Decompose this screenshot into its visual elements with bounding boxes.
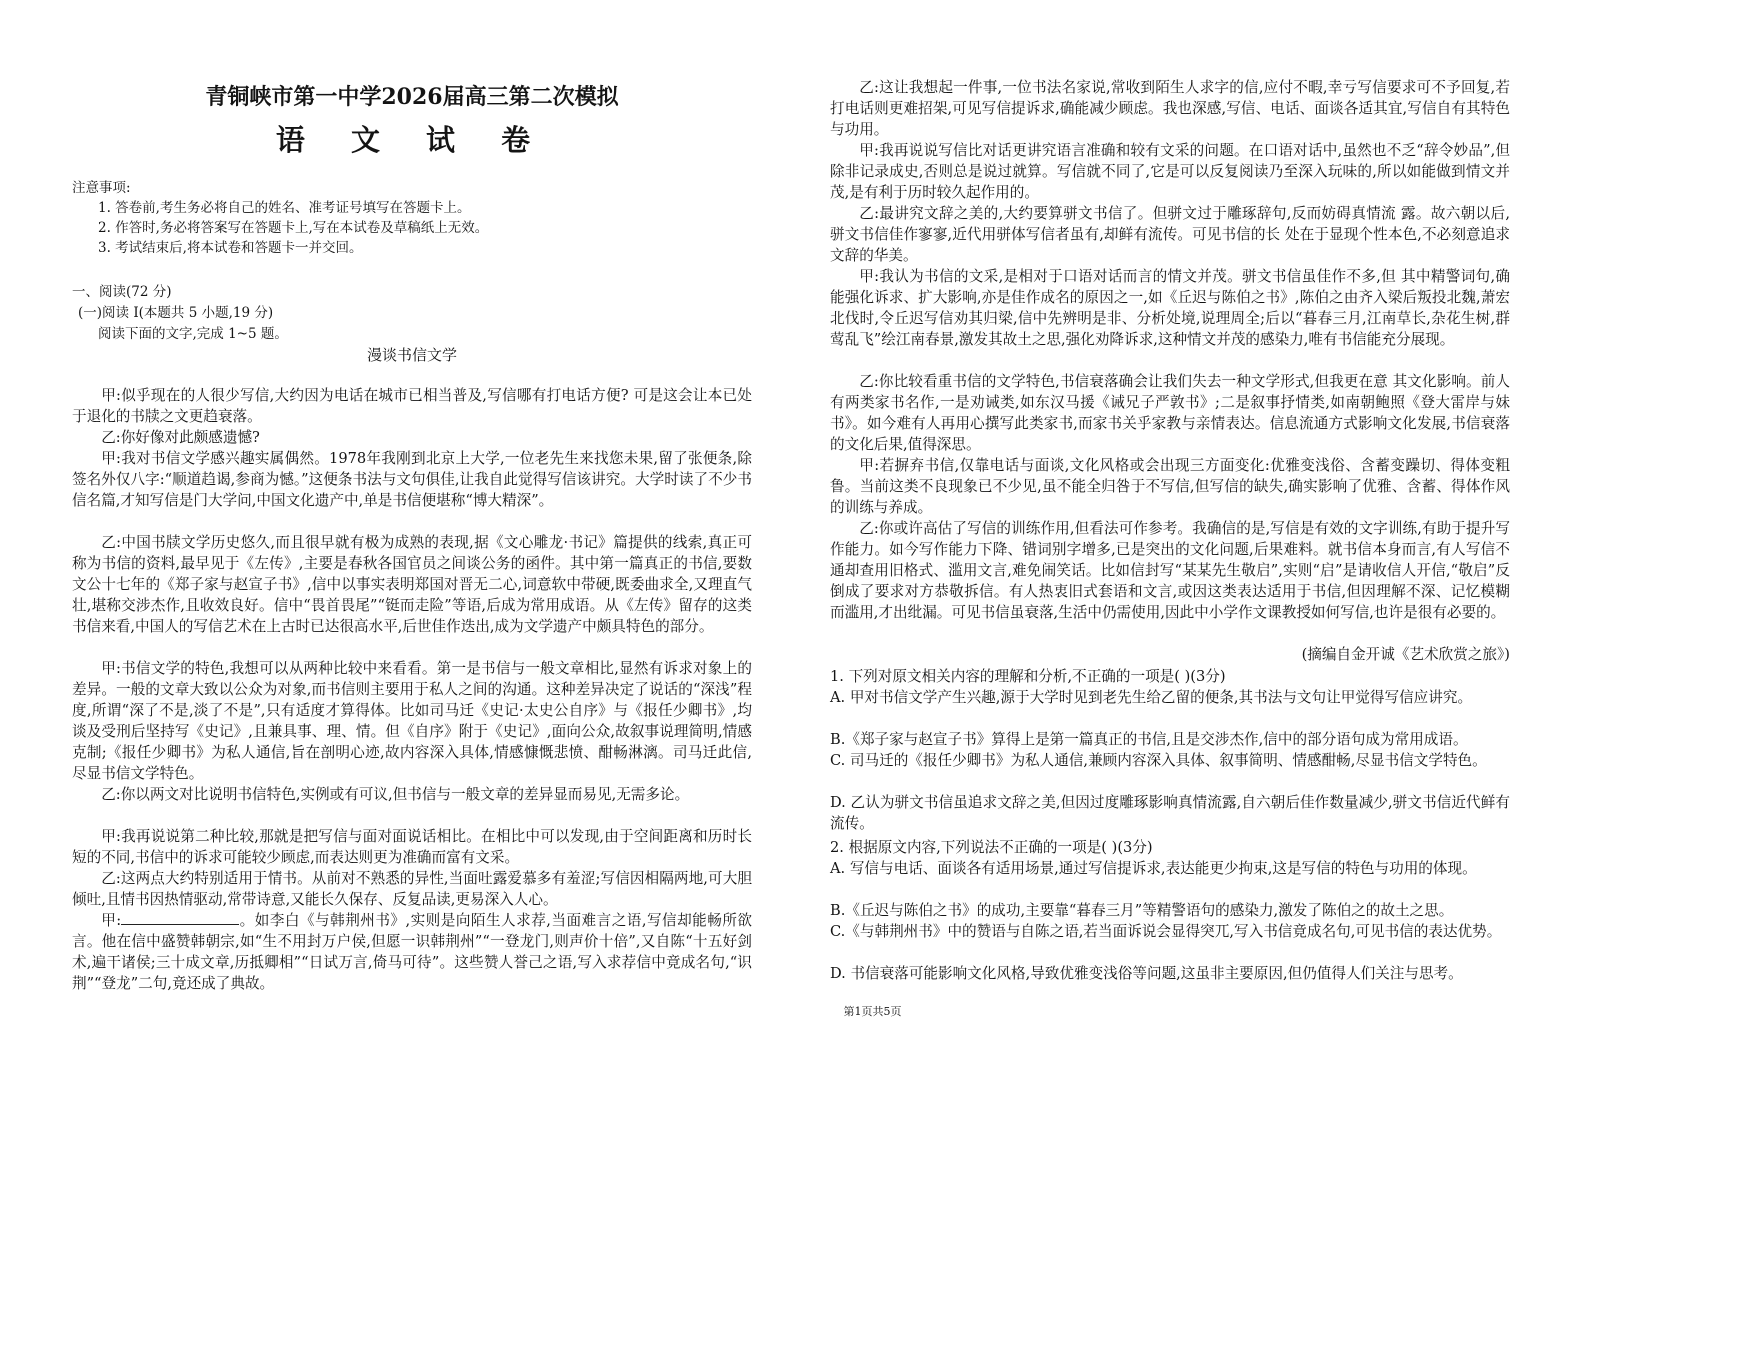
article-paragraph: 甲:我认为书信的文采,是相对于口语对话而言的情文并茂。骈文书信虽佳作不多,但 其中精警词句,确能强化诉求、扩大影响,亦是佳作成名的原因之一,如《丘迟与陈伯之书》,陈伯之由齐入梁后叛投北魏,萧宏北伐时,令丘迟写信劝其归梁,信中先辨明是非、分析处境,说理周全;后以“暮春三月,江南草长,杂花生树,群莺乱飞”绘江南春景,激发其故土之思,强化劝降诉求,这种情文并茂的感染力,唯有书信能充分展现。	[830, 268, 1510, 348]
article-paragraph: 乙:你好像对此颇感遗憾?	[101, 429, 260, 446]
question-option: A. 写信与电话、面谈各有适用场景,通过写信提诉求,表达能更少拘束,这是写信的特色与功用的体现。	[830, 860, 1477, 877]
article-paragraph: 甲:我对书信文学感兴趣实属偶然。1978年我刚到北京上大学,一位老先生来找您未果,留了张便条,除签名外仅八字:“顺道趋谒,参商为憾。”这便条书法与文句俱佳,让我自此觉得写信该讲究。大学时读了不少书信名篇,才知写信是门大学问,中国文化遗产中,单是书信便堪称“博大精深”。	[72, 450, 752, 509]
article-title: 漫谈书信文学	[366, 346, 457, 364]
speaker-label: 甲:	[101, 912, 122, 929]
note-item: 2. 作答时,务必将答案写在答题卡上,写在本试卷及草稿纸上无效。	[98, 220, 489, 236]
question-option: C. 司马迁的《报任少卿书》为私人通信,兼顾内容深入具体、叙事简明、情感酣畅,尽显书信文学特色。	[830, 752, 1487, 769]
exam-title: 青铜峡市第一中学2026届高三第二次模拟	[205, 84, 619, 110]
article-paragraph: 甲:若摒弃书信,仅靠电话与面谈,文化风格或会出现三方面变化:优雅变浅俗、含蓄变躁切、得体变粗鲁。当前这类不良现象已不少见,虽不能全归咎于不写信,但写信的缺失,确实影响了优雅、含蓄、得体作风的训练与养成。	[830, 457, 1510, 516]
section-block	[72, 282, 288, 345]
note-item: 3. 考试结束后,将本试卷和答题卡一并交回。	[98, 240, 363, 256]
question-stem: 1. 下列对原文相关内容的理解和分析,不正确的一项是( )(3分)	[830, 668, 1226, 685]
notes-heading: 注意事项:	[72, 180, 131, 196]
question-option: D. 书信衰落可能影响文化风格,导致优雅变浅俗等问题,这虽非主要原因,但仍值得人们关注与思考。	[830, 965, 1463, 982]
exam-subtitle: 语 文 试 卷	[275, 123, 549, 157]
article-paragraph: 乙:这让我想起一件事,一位书法名家说,常收到陌生人求字的信,应付不暇,幸亏写信要求可不予回复,若打电话则更难招架,可见写信提诉求,确能减少顾虑。我也深感,写信、电话、面谈各适其宜,写信自有其特色与功用。	[830, 79, 1510, 138]
question-option: A. 甲对书信文学产生兴趣,源于大学时见到老先生给乙留的便条,其书法与文句让甲觉得写信应讲究。	[830, 689, 1473, 706]
article-source: (摘编自金开诚《艺术欣赏之旅》)	[1301, 646, 1510, 663]
article-paragraph-with-blank	[72, 910, 752, 994]
notes-block	[72, 178, 488, 258]
article-paragraph: 甲:我再说说写信比对话更讲究语言准确和较有文采的问题。在口语对话中,虽然也不乏“辞令妙品”,但除非记录成史,否则总是说过就算。写信就不同了,它是可以反复阅读乃至深入玩味的,所以如能做到情文并茂,是有利于历时较久起作用的。	[830, 142, 1510, 201]
article-paragraph: 乙:你以两文对比说明书信特色,实例或有可议,但书信与一般文章的差异显而易见,无需多论。	[101, 786, 690, 803]
article-paragraph: 乙:中国书牍文学历史悠久,而且很早就有极为成熟的表现,据《文心雕龙·书记》篇提供的线索,真正可称为书信的资料,最早见于《左传》,主要是春秋各国官员之间谈公务的函件。其中第一篇真正的书信,要数文公十七年的《郑子家与赵宣子书》,信中以事实表明郑国对晋无二心,词意软中带硬,既委曲求全,又理直气壮,堪称交涉杰作,且收效良好。信中“畏首畏尾”“铤而走险”等语,后成为常用成语。从《左传》留存的这类书信来看,中国人的写信艺术在上古时已达很高水平,后世佳作迭出,成为文学遗产中颇具特色的部分。	[72, 534, 752, 635]
paragraph-text: 。如李白《与韩荆州书》,实则是向陌生人求荐,当面难言之语,写信却能畅所欲言。他在信中盛赞韩朝宗,如“生不用封万户侯,但愿一识韩荆州”“一登龙门,则声价十倍”,又自陈“十五好剑术,遍干诸侯;三十成文章,历抵卿相”“日试万言,倚马可待”。这些赞人誉己之语,写入求荐信中竟成名句,“识荆”“登龙”二句,竟还成了典故。	[72, 912, 753, 992]
note-item: 1. 答卷前,考生务必将自己的姓名、准考证号填写在答题卡上。	[98, 200, 471, 216]
page-footer: 第1页共5页	[843, 1005, 902, 1018]
article-paragraph: 甲:书信文学的特色,我想可以从两种比较中来看看。第一是书信与一般文章相比,显然有诉求对象上的差异。一般的文章大致以公众为对象,而书信则主要用于私人之间的沟通。这种差异决定了说话的“深浅”程度,所谓“深了不是,淡了不是”,只有适度才算得体。比如司马迁《史记·太史公自序》与《报任少卿书》,均谈及受刑后坚持写《史记》,且兼具事、理、情。但《自序》附于《史记》,面向公众,故叙事说理简明,情感克制;《报任少卿书》为私人通信,旨在剖明心迹,故内容深入具体,情感慷慨悲愤、酣畅淋漓。司马迁此信,尽显书信文学特色。	[72, 660, 752, 782]
article-paragraph: 乙:最讲究文辞之美的,大约要算骈文书信了。但骈文过于雕琢辞句,反而妨碍真情流 露。故六朝以后,骈文书信佳作寥寥,近代用骈体写信者虽有,却鲜有流传。可见书信的长 处在于显现个性本色,不必刻意追求文辞的华美。	[830, 205, 1510, 264]
article-paragraph: 乙:你比较看重书信的文学特色,书信衰落确会让我们失去一种文学形式,但我更在意 其文化影响。前人有两类家书名作,一是劝诫类,如东汉马援《诫兄子严敦书》;二是叙事抒情类,如南朝鲍照《登大雷岸与妹书》。如今难有人再用心撰写此类家书,而家书关乎家教与亲情表达。信息流通方式影响文化发展,书信衰落的文化后果,值得深思。	[830, 373, 1510, 453]
article-paragraph: 甲:似乎现在的人很少写信,大约因为电话在城市已相当普及,写信哪有打电话方便? 可是这会让本已处于退化的书牍之文更趋衰落。	[72, 387, 752, 425]
question-option: D. 乙认为骈文书信虽追求文辞之美,但因过度雕琢影响真情流露,自六朝后佳作数量减少,骈文书信近代鲜有流传。	[830, 794, 1510, 832]
section-subheading: (一)阅读 I(本题共 5 小题,19 分)	[78, 305, 274, 321]
question-option: B.《丘迟与陈伯之书》的成功,主要靠“暮春三月”等精警语句的感染力,激发了陈伯之的故土之思。	[830, 902, 1454, 919]
question-stem: 2. 根据原文内容,下列说法不正确的一项是( )(3分)	[830, 839, 1153, 856]
answer-blank	[121, 910, 239, 925]
section-heading: 一、阅读(72 分)	[72, 284, 172, 300]
article-paragraph: 乙:这两点大约特别适用于情书。从前对不熟悉的异性,当面吐露爱慕多有羞涩;写信因相隔两地,可大胆倾吐,且情书因热情驱动,常带诗意,又能长久保存、反复品读,更易深入人心。	[72, 870, 752, 908]
article-paragraph: 乙:你或许高估了写信的训练作用,但看法可作参考。我确信的是,写信是有效的文字训练,有助于提升写作能力。如今写作能力下降、错词别字增多,已是突出的文化问题,后果难料。就书信本身而言,有人写信不通却查用旧格式、滥用文言,难免闹笑话。比如信封写“某某先生敬启”,实则“启”是请收信人开信,“敬启”反倒成了要求对方恭敬拆信。有人热衷旧式套语和文言,或因这类表达适用于书信,但因理解不深、记忆模糊而滥用,才出纰漏。可见书信虽衰落,生活中仍需使用,因此中小学作文课教授如何写信,也许是很有必要的。	[830, 520, 1510, 621]
article-paragraph: 甲:我再说说第二种比较,那就是把写信与面对面说话相比。在相比中可以发现,由于空间距离和历时长短的不同,书信中的诉求可能较少顾虑,而表达则更为准确而富有文采。	[72, 828, 752, 866]
question-option: B.《郑子家与赵宣子书》算得上是第一篇真正的书信,且是交涉杰作,信中的部分语句成为常用成语。	[830, 731, 1468, 748]
section-instruction: 阅读下面的文字,完成 1~5 题。	[98, 326, 288, 342]
question-option: C.《与韩荆州书》中的赞语与自陈之语,若当面诉说会显得突兀,写入书信竟成名句,可见书信的表达优势。	[830, 923, 1502, 940]
